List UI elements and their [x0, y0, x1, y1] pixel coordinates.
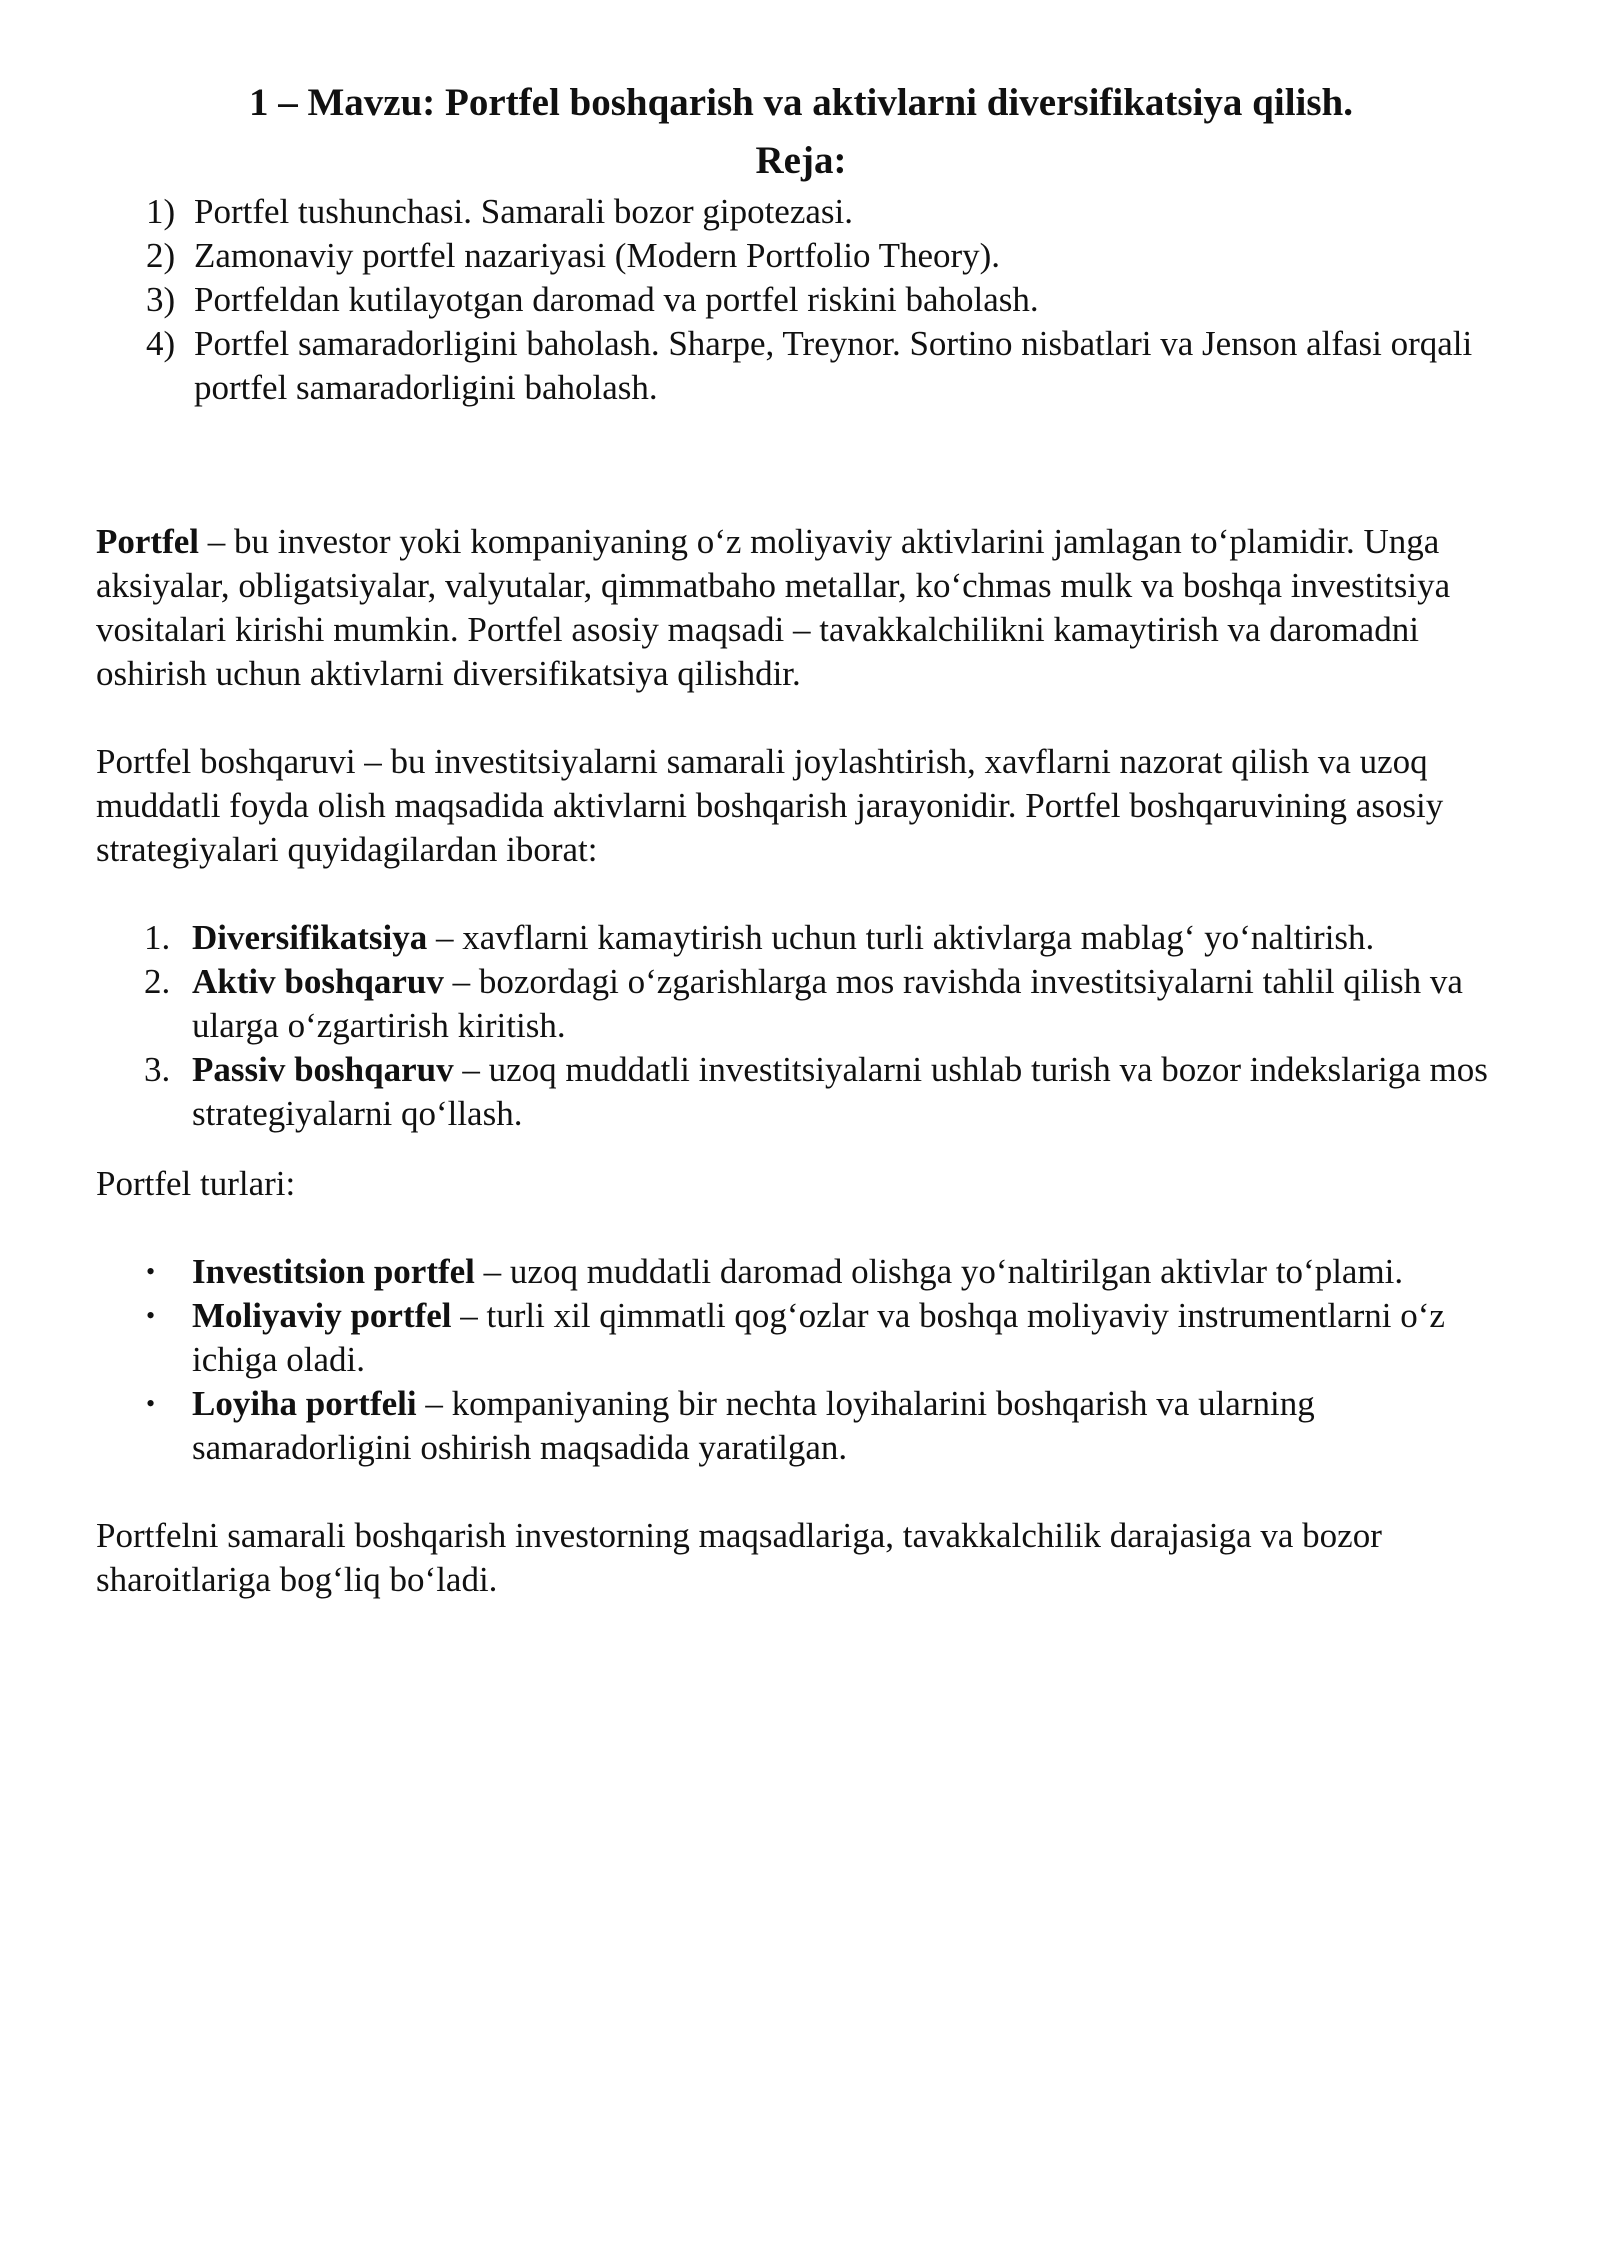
plan-item-number: 1): [146, 192, 176, 231]
plan-list: [96, 190, 1506, 410]
strategy-item: [144, 916, 1506, 960]
types-heading: Portfel turlari:: [96, 1164, 296, 1203]
strategy-text: – uzoq muddatli investitsiyalarni ushlab turish va bozor indekslariga mos strategiyalarni qo‘llash.: [192, 1050, 1488, 1133]
plan-item-text: Portfel samaradorligini baholash. Sharpe, Treynor. Sortino nisbatlari va Jenson alfasi orqali portfel samaradorligini baholash.: [194, 324, 1473, 407]
type-text: – turli xil qimmatli qog‘ozlar va boshqa moliyaviy instrumentlarni o‘z ichiga oladi.: [192, 1296, 1445, 1379]
definition-text: – bu investor yoki kompaniyaning o‘z moliyaviy aktivlarini jamlagan to‘plamidir. Unga aksiyalar, obligatsiyalar, valyutalar, qimmatbaho metallar, ko‘chmas mulk va boshqa investitsiya vositalari kirishi mumkin. Portfel asosiy maqsadi – tavakkalchilikni kamaytirish va daromadni oshirish uchun aktivlarni diversifikatsiya qilishdir.: [96, 522, 1451, 693]
plan-item-text: Zamonaviy portfel nazariyasi (Modern Portfolio Theory).: [194, 236, 1001, 275]
document-title: 1 – Mavzu: Portfel boshqarish va aktivlarni diversifikatsiya qilish.: [249, 81, 1353, 124]
strategy-text: – xavflarni kamaytirish uchun turli aktivlarga mablag‘ yo‘naltirish.: [427, 918, 1375, 957]
strategies-list: [96, 916, 1506, 1136]
type-item: [144, 1294, 1506, 1382]
type-text: – kompaniyaning bir nechta loyihalarini boshqarish va ularning samaradorligini oshirish maqsadida yaratilgan.: [192, 1384, 1315, 1467]
plan-item: [146, 234, 1506, 278]
type-term: Loyiha portfeli: [192, 1384, 417, 1423]
definition-term: Portfel: [96, 522, 199, 561]
type-item: [144, 1250, 1506, 1294]
plan-item-text: Portfeldan kutilayotgan daromad va portfel riskini baholash.: [194, 280, 1039, 319]
type-item: [144, 1382, 1506, 1470]
document-page: [96, 78, 1506, 1602]
strategy-item: [144, 1048, 1506, 1136]
strategy-number: 1.: [144, 918, 171, 957]
management-paragraph: Portfel boshqaruvi – bu investitsiyalarni samarali joylashtirish, xavflarni nazorat qilish va uzoq muddatli foyda olish maqsadida aktivlarni boshqarish jarayonidir. Portfel boshqaruvining asosiy strategiyalari quyidagilardan iborat:: [96, 742, 1444, 869]
strategy-term: Diversifikatsiya: [192, 918, 428, 957]
plan-item: [146, 190, 1506, 234]
type-term: Moliyaviy portfel: [192, 1296, 452, 1335]
plan-item-number: 3): [146, 280, 176, 319]
plan-item: [146, 322, 1506, 410]
strategy-number: 2.: [144, 962, 171, 1001]
plan-item-number: 2): [146, 236, 176, 275]
strategy-text: – bozordagi o‘zgarishlarga mos ravishda investitsiyalarni tahlil qilish va ularga o‘zgartirish kiritish.: [192, 962, 1463, 1045]
bullet-icon: •: [146, 1257, 156, 1286]
definition-paragraph: [96, 520, 1506, 696]
strategy-term: Aktiv boshqaruv: [192, 962, 444, 1001]
plan-item-number: 4): [146, 324, 176, 363]
strategy-number: 3.: [144, 1050, 171, 1089]
type-text: – uzoq muddatli daromad olishga yo‘naltirilgan aktivlar to‘plami.: [474, 1252, 1404, 1291]
plan-item: [146, 278, 1506, 322]
bullet-icon: •: [146, 1301, 156, 1330]
strategy-item: [144, 960, 1506, 1048]
type-term: Investitsion portfel: [192, 1252, 475, 1291]
bullet-icon: •: [146, 1389, 156, 1418]
plan-item-text: Portfel tushunchasi. Samarali bozor gipotezasi.: [194, 192, 854, 231]
plan-heading: Reja:: [755, 139, 847, 182]
portfolio-types-list: [96, 1250, 1506, 1470]
closing-paragraph: Portfelni samarali boshqarish investorning maqsadlariga, tavakkalchilik darajasiga va bozor sharoitlariga bog‘liq bo‘ladi.: [96, 1516, 1382, 1599]
strategy-term: Passiv boshqaruv: [192, 1050, 454, 1089]
